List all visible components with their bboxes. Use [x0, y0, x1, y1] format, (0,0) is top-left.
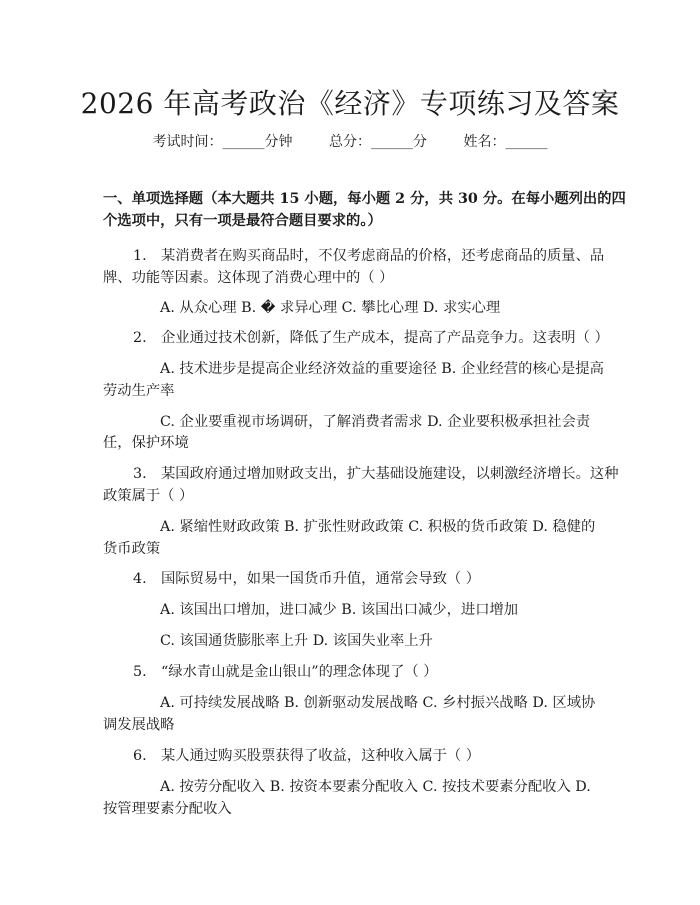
question-1-options: A. 从众心理 B. � 求异心理 C. 攀比心理 D. 求实心理	[160, 300, 501, 316]
question-1-stem-line-2: 牌、功能等因素。这体现了消费心理中的（ ）	[103, 270, 394, 286]
question-1-stem-line-1: 某消费者在购买商品时，不仅考虑商品的价格，还考虑商品的质量、品	[161, 248, 605, 264]
question-2-number: 2.	[133, 330, 147, 346]
section-heading-line-2: 个选项中，只有一项是最符合题目要求的。）	[103, 213, 382, 229]
question-5-options-line-2: 调发展战略	[103, 717, 175, 733]
page-title: 2026 年高考政治《经济》专项练习及答案	[80, 87, 620, 120]
question-3-number: 3.	[133, 466, 147, 482]
question-2-options-cd-line-2: 任，保护环境	[103, 435, 189, 451]
question-3-stem	[133, 463, 625, 485]
question-2-stem	[133, 327, 625, 349]
question-6-number: 6.	[133, 748, 147, 764]
question-5-number: 5.	[133, 664, 147, 680]
question-3-options-line-2: 货币政策	[103, 541, 161, 557]
question-6-options-line-1: A. 按劳分配收入 B. 按资本要素分配收入 C. 按技术要素分配收入 D.	[160, 779, 591, 795]
question-2-options-cd-line-1: C. 企业要重视市场调研，了解消费者需求 D. 企业要积极承担社会责	[160, 414, 591, 430]
question-4-options-cd: C. 该国通货膨胀率上升 D. 该国失业率上升	[160, 633, 433, 649]
section-heading-line-1: 一、单项选择题（本大题共 15 小题，每小题 2 分，共 30 分。在每小题列出的四	[103, 191, 626, 207]
question-1-stem	[133, 245, 625, 267]
question-6-stem-line-1: 某人通过购买股票获得了收益，这种收入属于（ ）	[161, 748, 481, 764]
question-3-options-line-1: A. 紧缩性财政政策 B. 扩张性财政政策 C. 积极的货币政策 D. 稳健的	[160, 519, 596, 535]
question-2-options-ab-line-2: 劳动生产率	[103, 383, 175, 399]
question-4-stem	[133, 568, 625, 590]
question-5-options-line-1: A. 可持续发展战略 B. 创新驱动发展战略 C. 乡村振兴战略 D. 区域协	[160, 695, 596, 711]
question-3-stem-line-2: 政策属于（ ）	[103, 488, 194, 504]
question-4-number: 4.	[133, 571, 147, 587]
question-4-options-ab: A. 该国出口增加，进口减少 B. 该国出口减少，进口增加	[160, 602, 519, 618]
exam-time-field: 考试时间：______分钟	[152, 134, 293, 150]
question-1-number: 1.	[133, 248, 147, 264]
exam-meta	[0, 131, 700, 151]
question-5-stem	[133, 661, 625, 683]
question-2-stem-line-1: 企业通过技术创新，降低了生产成本，提高了产品竞争力。这表明（ ）	[161, 330, 609, 346]
question-5-stem-line-1: “绿水青山就是金山银山”的理念体现了（ ）	[161, 664, 438, 680]
question-3-stem-line-1: 某国政府通过增加财政支出，扩大基础设施建设，以刺激经济增长。这种	[161, 466, 619, 482]
question-6-stem	[133, 745, 625, 767]
total-score-field: 总分：______分	[329, 134, 427, 150]
name-field: 姓名：______	[463, 134, 548, 150]
question-4-stem-line-1: 国际贸易中，如果一国货币升值，通常会导致（ ）	[161, 571, 481, 587]
question-6-options-line-2: 按管理要素分配收入	[103, 801, 232, 817]
question-2-options-ab-line-1: A. 技术进步是提高企业经济效益的重要途径 B. 企业经营的核心是提高	[160, 361, 604, 377]
